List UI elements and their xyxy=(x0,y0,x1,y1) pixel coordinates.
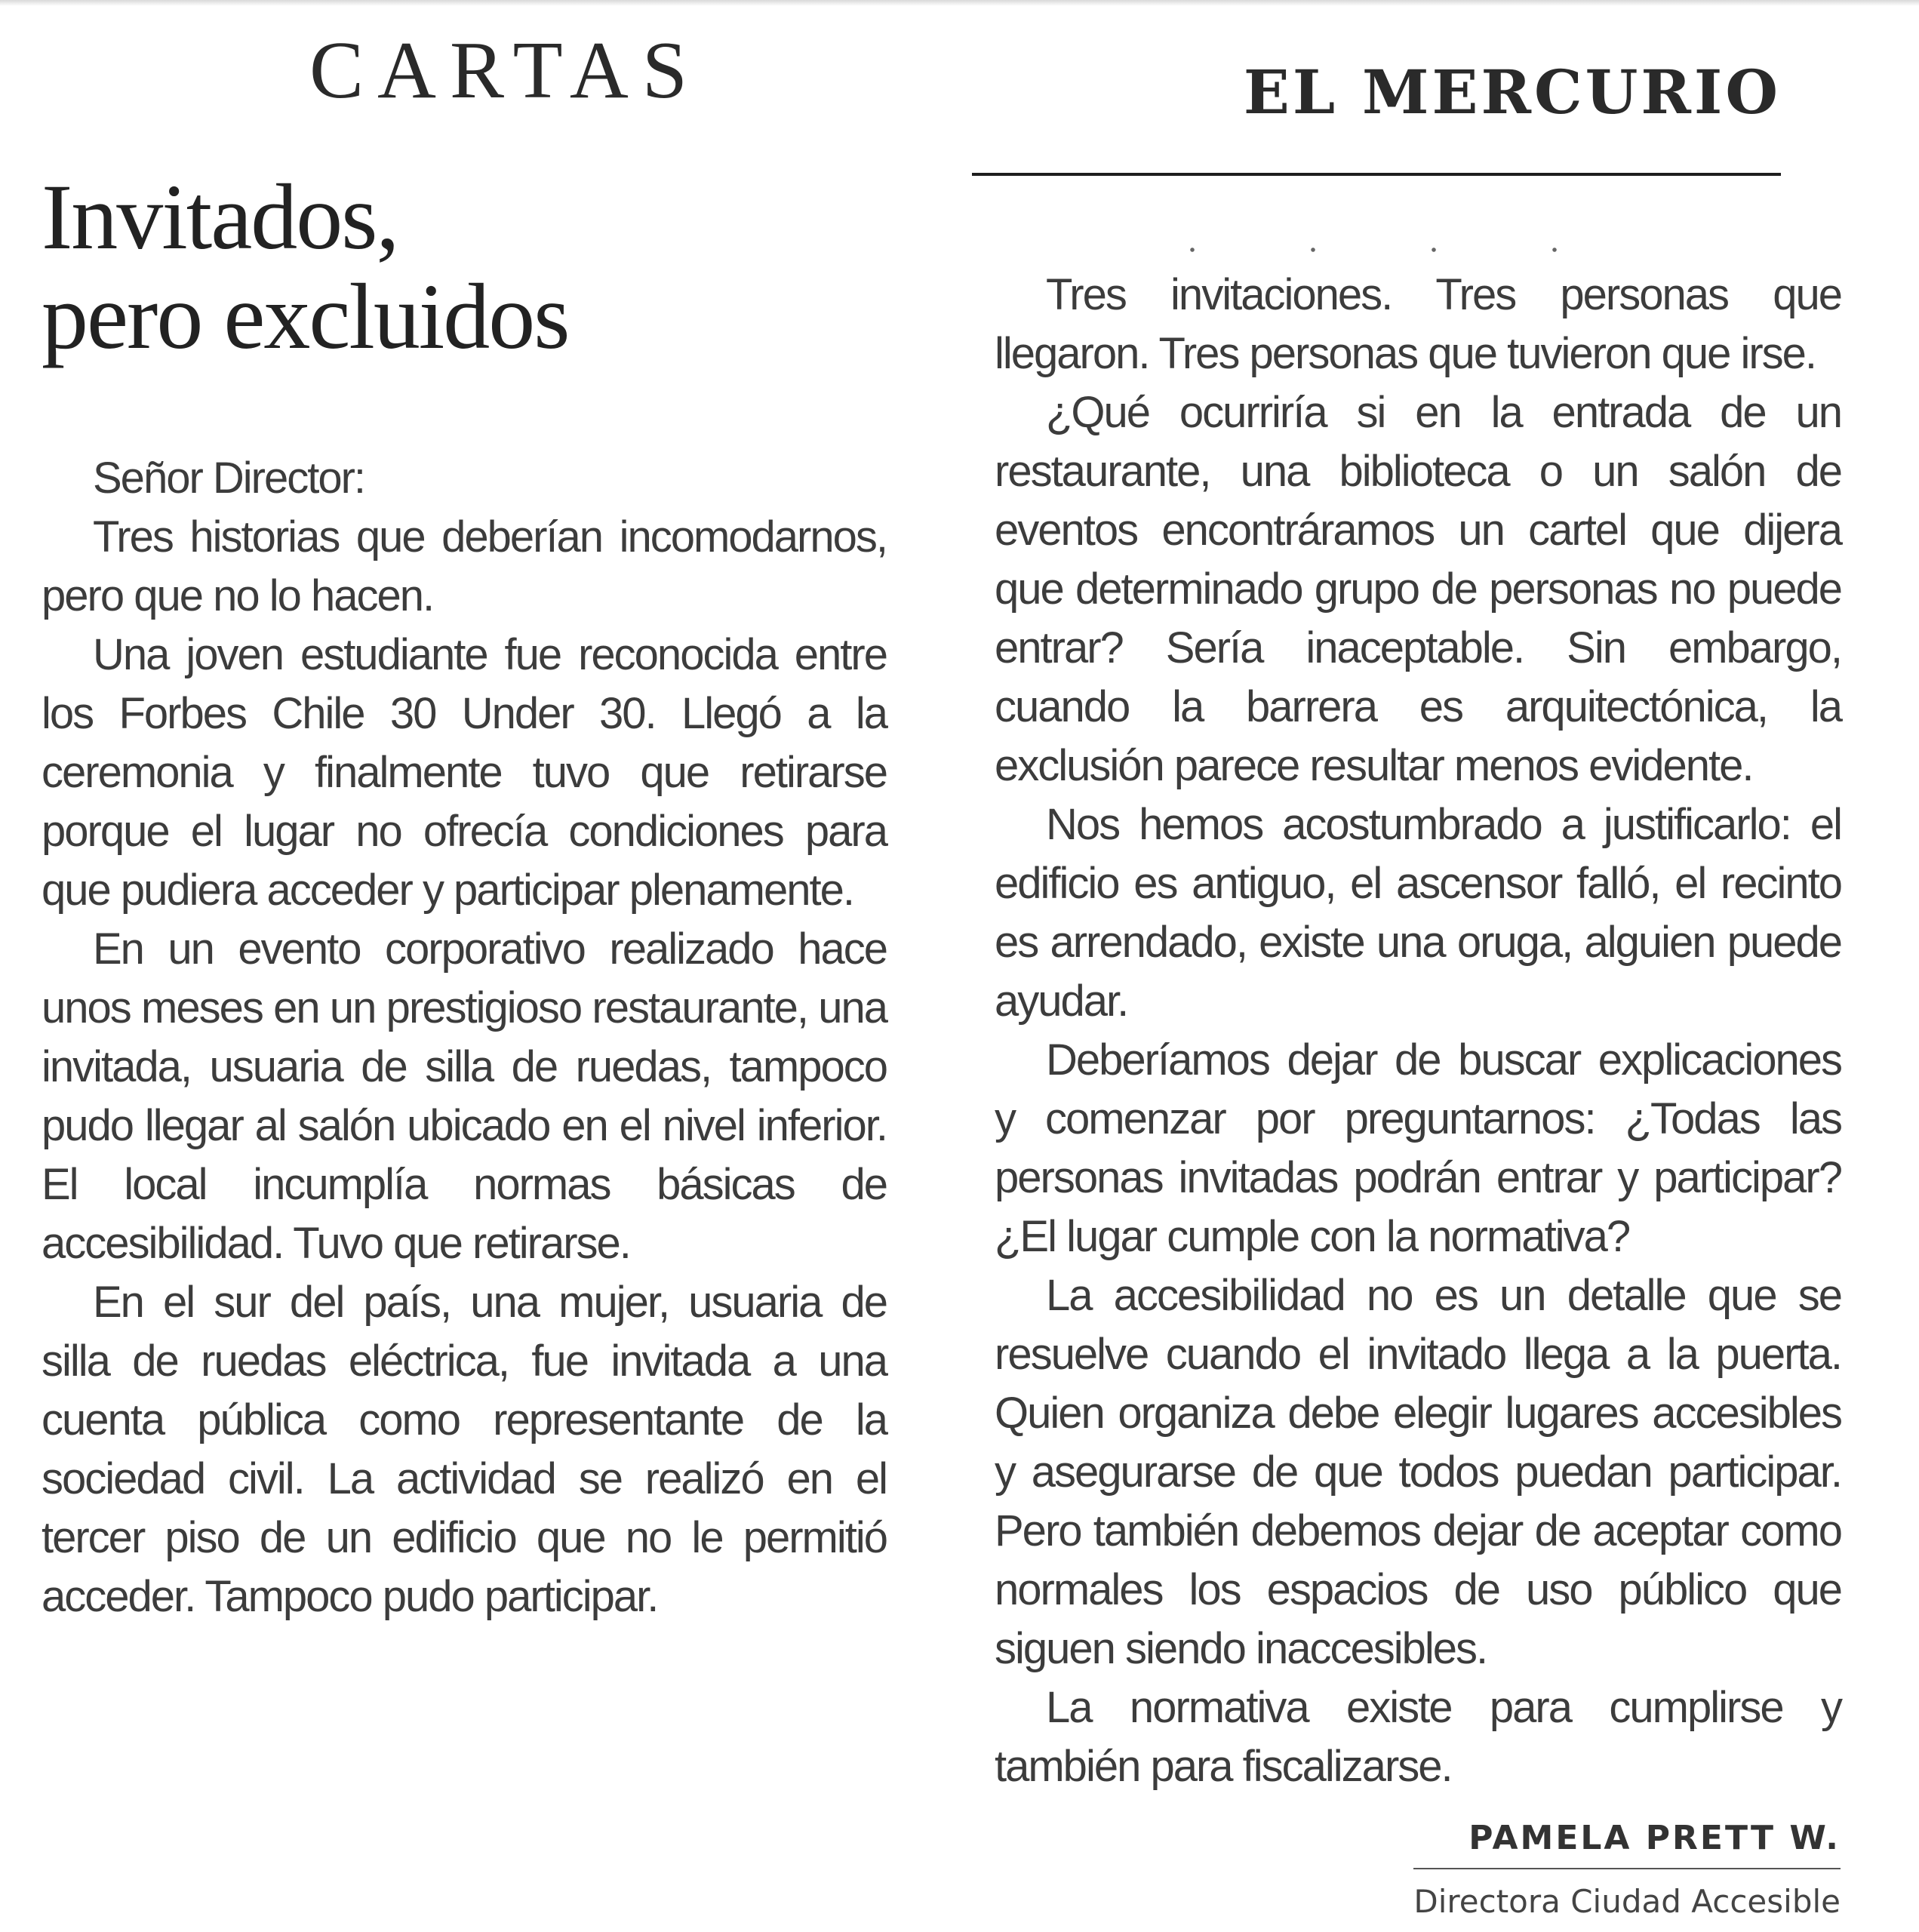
letter-salutation: Señor Director: xyxy=(93,454,365,503)
letter-signature xyxy=(1413,1819,1841,1920)
page-top-shadow xyxy=(0,0,1919,6)
letter-paragraph: Deberíamos dejar de buscar explicaciones y comenzar por preguntarnos: ¿Todas las personas invitadas podrán entrar y participar? ¿El lugar cumple con la normativa? xyxy=(995,1035,1841,1261)
letter-paragraph: ¿Qué ocurriría si en la entrada de un restaurante, una biblioteca o un salón de eventos encontráramos un cartel que dijera que determinado grupo de personas no puede entrar? Sería inaceptable. Sin embargo, cuando la barrera es arquitectónica, la exclusión parece resultar menos evidente. xyxy=(995,388,1841,790)
letter-paragraph: La accesibilidad no es un detalle que se resuelve cuando el invitado llega a la puerta. Quien organiza debe elegir lugares accesibles y asegurarse de que todos puedan participar. Pero también debemos dejar de aceptar como normales los espacios de uso público que siguen siendo inaccesibles. xyxy=(995,1271,1841,1673)
letter-paragraph: En el sur del país, una mujer, usuaria de silla de ruedas eléctrica, fue invitada a una cuenta pública como representante de la sociedad civil. La actividad se realizó en el tercer piso de un edificio que no le permitió acceder. Tampoco pudo participar. xyxy=(42,1278,887,1621)
letter-paragraph: Tres invitaciones. Tres personas que llegaron. Tres personas que tuvieron que irse. xyxy=(995,270,1841,378)
letter-paragraph: Nos hemos acostumbrado a justificarlo: el edificio es antiguo, el ascensor falló, el recinto es arrendado, existe una oruga, alguien puede ayudar. xyxy=(995,800,1841,1026)
section-title: CARTAS xyxy=(309,26,701,115)
letter-column-left xyxy=(42,449,887,1626)
signature-role: Directora Ciudad Accesible xyxy=(1413,1883,1841,1920)
newspaper-masthead: EL MERCURIO xyxy=(1243,57,1781,128)
headline-line-1: Invitados, xyxy=(42,165,398,269)
letter-headline xyxy=(42,165,872,368)
letter-paragraph: En un evento corporativo realizado hace unos meses en un prestigioso restaurante, una invitada, usuaria de silla de ruedas, tampoco pudo llegar al salón ubicado en el nivel inferior. El local incumplía normas básicas de accesibilidad. Tuvo que retirarse. xyxy=(42,924,887,1268)
signature-name: PAMELA PRETT W. xyxy=(1413,1819,1841,1869)
letter-paragraph: La normativa existe para cumplirse y también para fiscalizarse. xyxy=(995,1683,1841,1791)
letter-column-right xyxy=(995,266,1841,1796)
letter-paragraph: Tres historias que deberían incomodarnos, pero que no lo hacen. xyxy=(42,512,887,620)
masthead-divider xyxy=(972,173,1781,176)
column-top-dots xyxy=(1132,248,1660,252)
headline-line-2: pero excluidos xyxy=(42,265,569,368)
letter-paragraph: Una joven estudiante fue reconocida entre los Forbes Chile 30 Under 30. Llegó a la ceremonia y finalmente tuvo que retirarse porque el lugar no ofrecía condiciones para que pudiera acceder y participar plenamente. xyxy=(42,630,887,915)
